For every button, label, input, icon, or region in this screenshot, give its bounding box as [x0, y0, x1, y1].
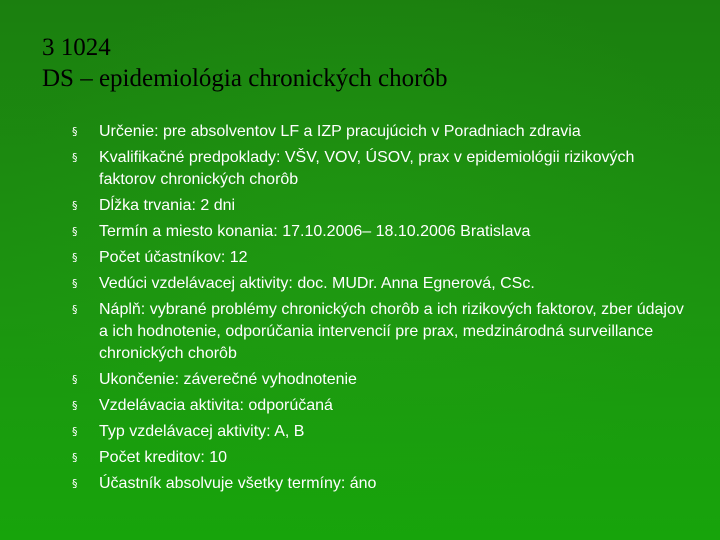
item-text: Dĺžka trvania: 2 dni [99, 197, 236, 214]
list-item [72, 473, 692, 495]
slide-title [42, 32, 682, 94]
bullet-marker-icon: § [72, 477, 78, 490]
list-item [72, 299, 692, 365]
bullet-marker-icon: § [72, 373, 78, 386]
list-item [72, 195, 692, 217]
bullet-marker-icon: § [72, 225, 78, 238]
title-line-2: DS – epidemiológia chronických chorôb [42, 65, 448, 92]
item-text: Počet účastníkov: 12 [99, 249, 248, 266]
item-text: Náplň: vybrané problémy chronických chorôb a ich rizikových faktorov, zber údajov a ich hodnotenie, odporúčania intervencií pre prax, medzinárodná surveillance chronických chorôb [99, 301, 684, 362]
list-item [72, 147, 692, 191]
bullet-marker-icon: § [72, 251, 78, 264]
item-text: Ukončenie: záverečné vyhodnotenie [99, 371, 357, 388]
item-text: Termín a miesto konania: 17.10.2006– 18.10.2006 Bratislava [99, 223, 531, 240]
list-item [72, 421, 692, 443]
bullet-marker-icon: § [72, 277, 78, 290]
item-text: Vedúci vzdelávacej aktivity: doc. MUDr. Anna Egnerová, CSc. [99, 275, 535, 292]
item-text: Vzdelávacia aktivita: odporúčaná [99, 397, 333, 414]
bullet-marker-icon: § [72, 425, 78, 438]
list-item [72, 121, 692, 143]
item-text: Účastník absolvuje všetky termíny: áno [99, 475, 377, 492]
list-item [72, 221, 692, 243]
item-text: Počet kreditov: 10 [99, 449, 228, 466]
bullet-marker-icon: § [72, 151, 78, 164]
item-text: Určenie: pre absolventov LF a IZP pracujúcich v Poradniach zdravia [99, 123, 581, 140]
list-item [72, 395, 692, 417]
list-item [72, 447, 692, 469]
list-item [72, 273, 692, 295]
item-text: Kvalifikačné predpoklady: VŠV, VOV, ÚSOV, prax v epidemiológii rizikových faktorov chronických chorôb [99, 149, 635, 188]
bullet-marker-icon: § [72, 451, 78, 464]
title-line-1: 3 1024 [42, 34, 111, 61]
bullet-marker-icon: § [72, 199, 78, 212]
list-item [72, 247, 692, 269]
bullet-list [72, 121, 692, 499]
list-item [72, 369, 692, 391]
bullet-marker-icon: § [72, 125, 78, 138]
bullet-marker-icon: § [72, 303, 78, 316]
bullet-marker-icon: § [72, 399, 78, 412]
item-text: Typ vzdelávacej aktivity: A, B [99, 423, 305, 440]
